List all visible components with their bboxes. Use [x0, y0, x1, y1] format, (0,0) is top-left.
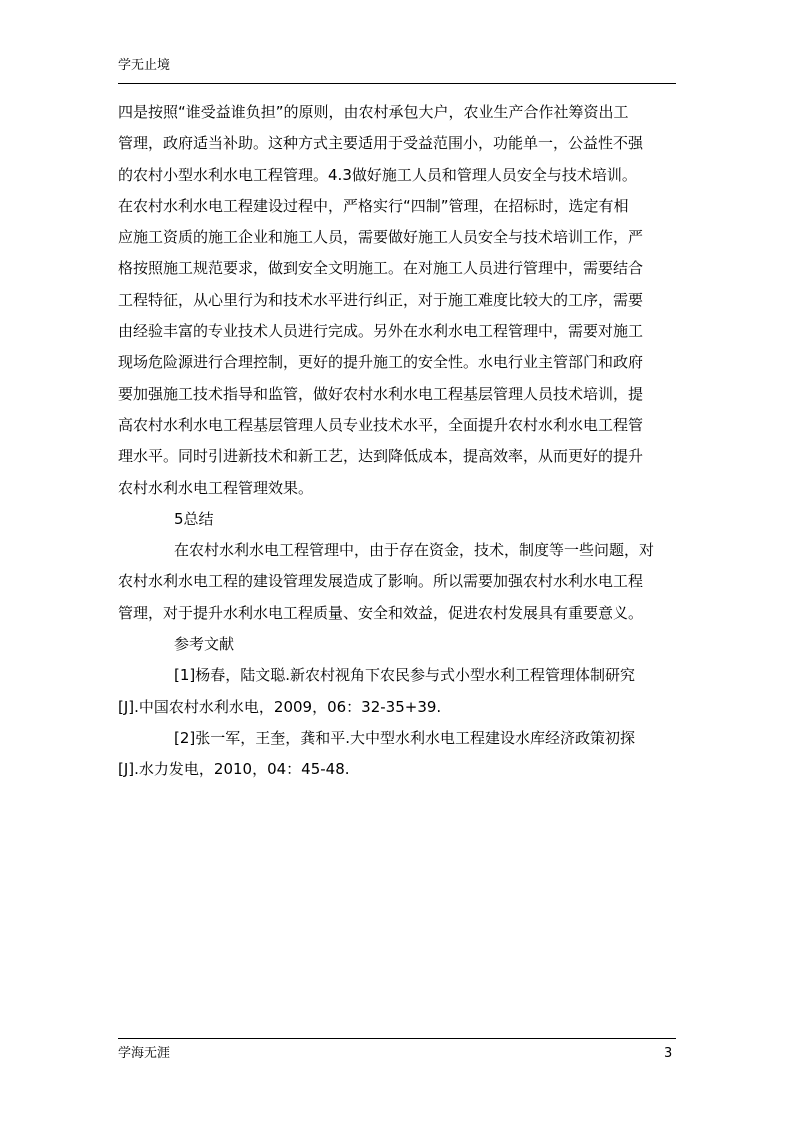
header-divider [118, 83, 676, 84]
body-line-13: 农村水利水电工程管理效果。 [118, 478, 314, 497]
body-line-10: 要加强施工技术指导和监管，做好农村水利水电工程基层管理人员技术培训，提 [118, 384, 644, 403]
footer-divider [118, 1038, 676, 1039]
body-line-7: 工程特征，从心里行为和技术水平进行纠正，对于施工难度比较大的工序，需要 [118, 290, 644, 309]
body-line-6: 格按照施工规范要求，做到安全文明施工。在对施工人员进行管理中，需要结合 [118, 259, 644, 278]
body-line-9: 现场危险源进行合理控制，更好的提升施工的安全性。水电行业主管部门和政府 [118, 353, 644, 372]
reference-2-line-1: [2]张一军，王奎，龚和平.大中型水利水电工程建设水库经济政策初探 [174, 728, 636, 747]
page-number: 3 [664, 1046, 673, 1061]
reference-2-line-2: [J].水力发电，2010，04：45-48. [118, 760, 350, 779]
body-line-8: 由经验丰富的专业技术人员进行完成。另外在水利水电工程管理中，需要对施工 [118, 322, 644, 341]
body-line-1: 四是按照“谁受益谁负担”的原则，由农村承包大户，农业生产合作社筹资出工 [118, 103, 629, 121]
summary-line-2: 农村水利水电工程的建设管理发展造成了影响。所以需要加强农村水利水电工程 [118, 572, 644, 591]
page-header: 学无止境 [118, 58, 171, 73]
body-line-3: 的农村小型水利水电工程管理。4.3做好施工人员和管理人员安全与技术培训。 [118, 165, 637, 184]
reference-1-line-1: [1]杨春，陆文聪.新农村视角下农民参与式小型水利工程管理体制研究 [174, 666, 636, 685]
body-line-11: 高农村水利水电工程基层管理人员专业技术水平，全面提升农村水利水电工程管 [118, 415, 644, 434]
reference-1-line-2: [J].中国农村水利水电，2009，06：32-35+39. [118, 697, 442, 716]
body-line-4: 在农村水利水电工程建设过程中，严格实行“四制”管理，在招标时，选定有相 [118, 196, 629, 215]
body-line-12: 理水平。同时引进新技术和新工艺，达到降低成本，提高效率，从而更好的提升 [118, 447, 644, 466]
section-heading: 5总结 [174, 509, 214, 528]
page-footer: 学海无涯 [118, 1046, 171, 1061]
summary-line-3: 管理，对于提升水利水电工程质量、安全和效益，促进农村发展具有重要意义。 [118, 603, 644, 622]
references-heading: 参考文献 [174, 635, 235, 654]
summary-line-1: 在农村水利水电工程管理中，由于存在资金，技术，制度等一些问题，对 [174, 541, 655, 560]
body-line-2: 管理，政府适当补助。这种方式主要适用于受益范围小，功能单一，公益性不强 [118, 134, 644, 153]
document-body [118, 97, 684, 786]
body-line-5: 应施工资质的施工企业和施工人员，需要做好施工人员安全与技术培训工作，严 [118, 228, 644, 247]
